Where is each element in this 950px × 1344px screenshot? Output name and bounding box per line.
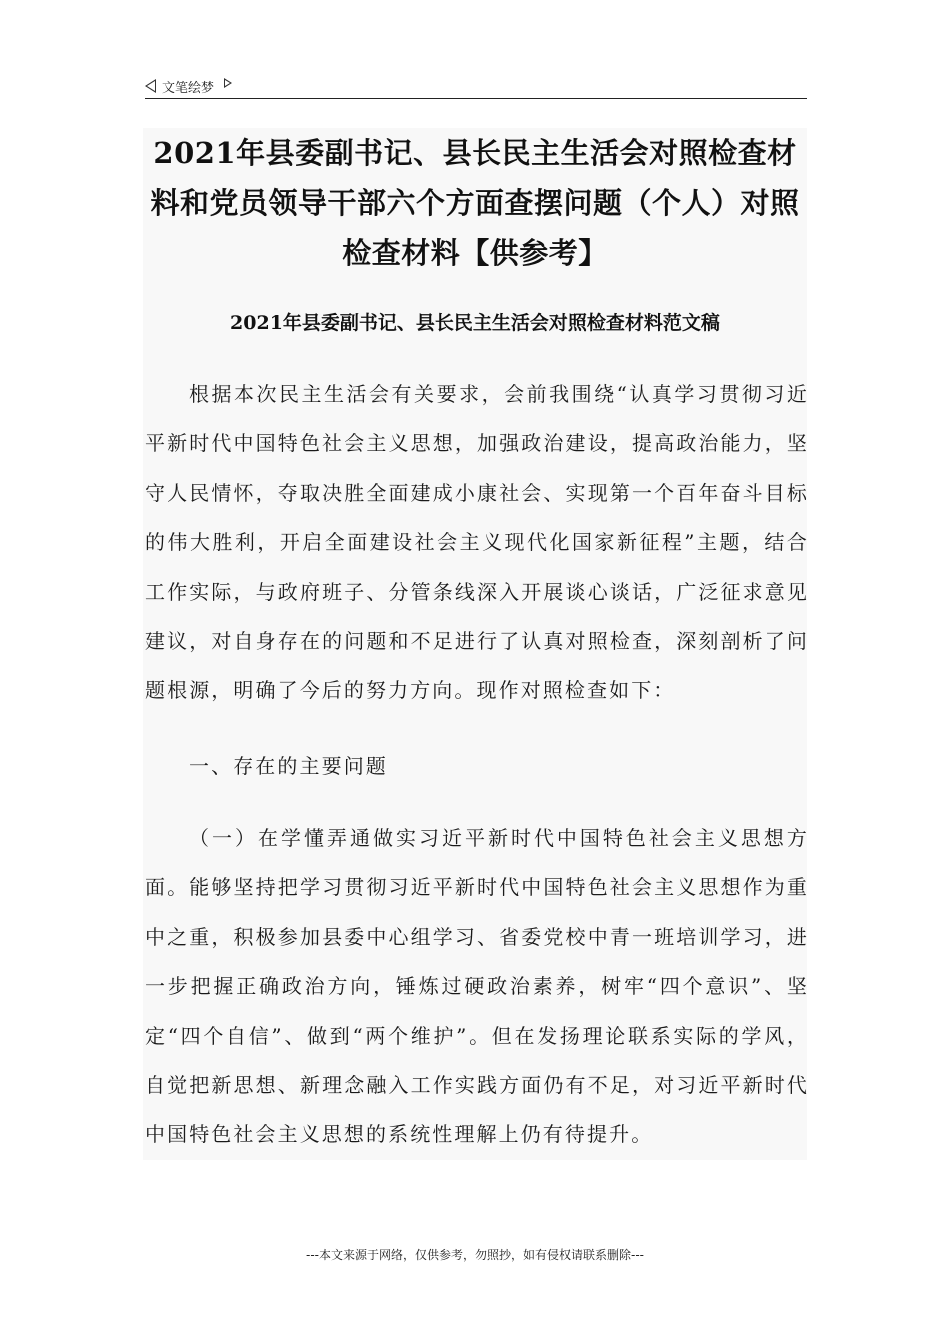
footer-notice: ---本文来源于网络，仅供参考，勿照抄，如有侵权请联系删除--- (306, 1248, 644, 1262)
page-header (145, 74, 807, 99)
triangle-left-icon (145, 79, 156, 93)
triangle-right-icon (224, 78, 232, 88)
document-title: 2021年县委副书记、县长民主生活会对照检查材料和党员领导干部六个方面查摆问题（个人）对照检查材料【供参考】 (150, 136, 800, 270)
section-heading: 一、存在的主要问题 (189, 754, 388, 778)
paragraph-problem-1: （一）在学懂弄通做实习近平新时代中国特色社会主义思想方面。能够坚持把学习贯彻习近平新时代中国特色社会主义思想作为重中之重，积极参加县委中心组学习、省委党校中青一班培训学习，进一步把握正确政治方向，锤炼过硬政治素养，树牢“四个意识”、坚定“四个自信”、做到“两个维护”。但在发扬理论联系实际的学风，自觉把新思想、新理念融入工作实践方面仍有不足，对习近平新时代中国特色社会主义思想的系统性理解上仍有待提升。 (145, 826, 809, 1147)
paragraph-intro: 根据本次民主生活会有关要求，会前我围绕“认真学习贯彻习近平新时代中国特色社会主义思想，加强政治建设，提高政治能力，坚守人民情怀，夺取决胜全面建成小康社会、实现第一个百年奋斗目标的伟大胜利，开启全面建设社会主义现代化国家新征程”主题，结合工作实际，与政府班子、分管条线深入开展谈心谈话，广泛征求意见建议，对自身存在的问题和不足进行了认真对照检查，深刻剖析了问题根源，明确了今后的努力方向。现作对照检查如下： (145, 382, 809, 703)
header-brand: 文笔绘梦 (162, 80, 215, 96)
document-subtitle: 2021年县委副书记、县长民主生活会对照检查材料范文稿 (230, 312, 720, 334)
